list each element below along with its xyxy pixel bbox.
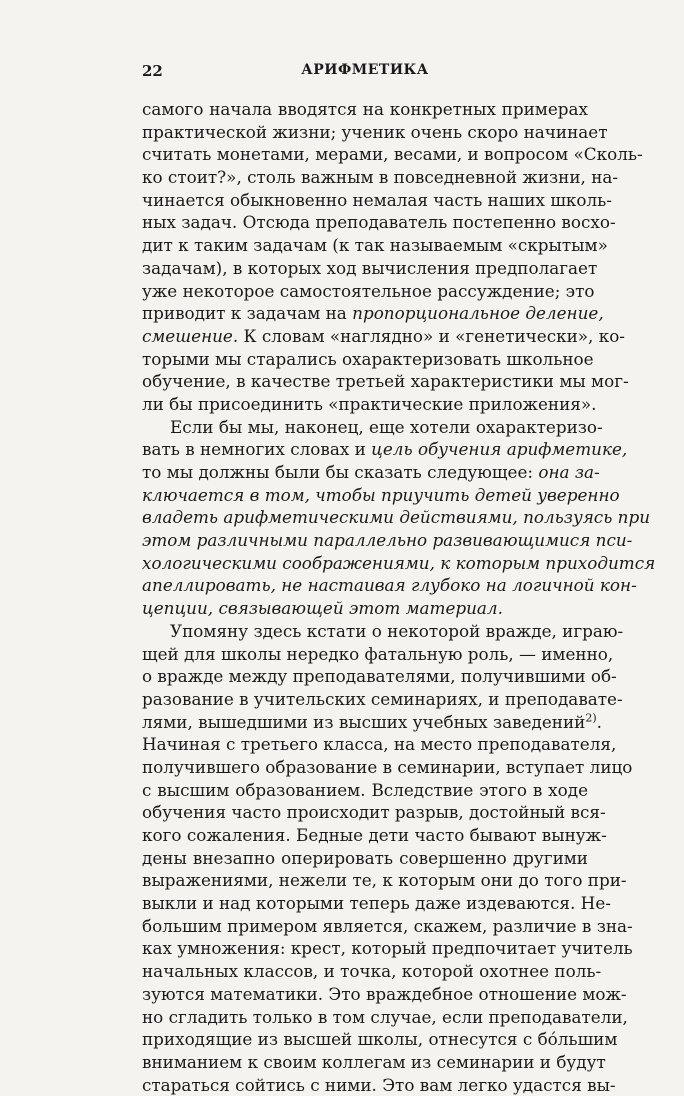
text-span: задачам), в которых ход вычисления предполагает — [142, 257, 598, 278]
footnote-ref: 2) — [585, 710, 597, 724]
text-span: уже некоторое самостоятельное рассуждение; это — [142, 280, 595, 301]
text-line — [142, 484, 620, 507]
text-span: ко стоит?», столь важным в повседневной жизни, на- — [142, 167, 619, 188]
text-span: стараться сойтись с ними. Это вам легко удастся вы- — [142, 1074, 616, 1095]
text-line — [142, 710, 602, 734]
text-span: практической жизни; ученик очень скоро начинает — [142, 121, 608, 142]
text-span: торыми мы старались охарактеризовать школьное — [142, 348, 594, 369]
text-span: Если бы мы, наконец, еще хотели охарактеризо- — [170, 416, 603, 437]
text-line — [142, 620, 624, 643]
text-span: ли бы присоединить «практические приложения». — [142, 393, 597, 414]
text-line — [142, 302, 604, 325]
text-line — [142, 1006, 628, 1029]
text-line — [142, 438, 628, 461]
text-line — [142, 574, 637, 597]
text-line — [142, 234, 608, 257]
text-line — [142, 211, 616, 234]
page-header — [142, 62, 588, 88]
text-span: разование в учительских семинариях, и преподавате- — [142, 688, 623, 709]
italic-span: этом различными параллельно развивающимися пси- — [142, 530, 633, 551]
text-span: считать монетами, мерами, весами, и вопросом «Сколь- — [142, 144, 643, 165]
text-span: о вражде между преподавателями, получившими об- — [142, 666, 617, 687]
italic-span: пропорциональное деление, — [352, 303, 604, 324]
text-span: Начиная с третьего класса, на место преподавателя, — [142, 734, 617, 755]
text-line — [142, 779, 588, 802]
text-span: выражениями, нежели те, к которым они до того при- — [142, 870, 627, 891]
text-span: то мы должны были бы сказать следующее: — [142, 462, 539, 482]
text-line — [142, 280, 595, 303]
text-line — [142, 348, 594, 371]
text-span: вать в немногих словах и — [142, 439, 372, 460]
text-line — [142, 370, 629, 393]
text-span: ках умножения: крест, который предпочитает учитель — [142, 938, 633, 959]
text-line — [142, 756, 633, 779]
text-span: зуются математики. Это враждебное отношение мож- — [142, 983, 627, 1004]
text-span: начальных классов, и точка, которой охотнее поль- — [142, 961, 602, 982]
italic-span: смешение. — [142, 325, 239, 346]
page-number: 22 — [142, 62, 163, 80]
text-line — [142, 665, 617, 688]
text-line — [142, 143, 643, 166]
text-span: ных задач. Отсюда преподаватель постепенно восхо- — [142, 212, 616, 233]
text-line — [142, 983, 627, 1006]
text-span: щей для школы нередко фатальную роль, — именно, — [142, 643, 614, 664]
text-line — [142, 643, 614, 666]
text-span: чинается обыкновенно немалая часть наших школь- — [142, 189, 612, 210]
body-text — [142, 98, 656, 1096]
text-line — [142, 416, 603, 439]
text-span: но сгладить только в том случае, если преподаватели, — [142, 1006, 628, 1027]
text-span: получившего образование в семинарии, вступает лицо — [142, 756, 633, 777]
text-span: К словам «наглядно» и «генетически», ко- — [238, 325, 625, 346]
italic-span: ключается в том, чтобы приучить детей уверенно — [142, 484, 620, 505]
text-line — [142, 801, 606, 824]
text-line — [142, 688, 623, 711]
text-span: кого сожаления. Бедные дети часто бывают вынуж- — [142, 825, 607, 845]
italic-span: хологическими соображениями, к которым приходится — [142, 552, 656, 573]
text-span: Упомяну здесь кстати о некоторой вражде, играю- — [170, 620, 624, 641]
text-line — [142, 1051, 606, 1074]
text-span: с высшим образованием. Вследствие этого в ходе — [142, 779, 588, 800]
italic-span: цепции, связывающей этот материал. — [142, 598, 503, 619]
text-line — [142, 869, 627, 892]
text-line — [142, 1028, 618, 1051]
text-span: приводит к задачам на — [142, 303, 353, 324]
text-line — [142, 189, 612, 212]
text-span: дит к таким задачам (к так называемым «скрытым» — [142, 235, 608, 256]
text-line — [142, 937, 633, 960]
text-line — [142, 461, 600, 484]
text-line — [142, 98, 588, 121]
text-line — [142, 915, 633, 938]
text-line — [142, 597, 588, 620]
text-span: выкли и над которыми теперь даже издеваются. Не- — [142, 893, 611, 914]
text-line — [142, 121, 608, 144]
text-line — [142, 257, 598, 280]
text-line — [142, 960, 602, 983]
italic-span: апеллировать, не настаивая глубоко на логичной кон- — [142, 575, 637, 596]
text-span: приходящие из высшей школы, отнесутся с бо́льшим — [142, 1029, 618, 1050]
running-title: АРИФМЕТИКА — [301, 62, 429, 78]
text-span: большим примером является, скажем, различие в зна- — [142, 915, 633, 936]
text-span: обучения часто происходит разрыв, достойный вся- — [142, 802, 606, 823]
text-span: вниманием к своим коллегам из семинарии и будут — [142, 1051, 606, 1072]
text-line — [142, 824, 607, 847]
text-line — [142, 506, 651, 529]
italic-span: она за- — [538, 462, 600, 482]
text-line — [142, 1074, 616, 1096]
text-span: лями, вышедшими из высших учебных заведений — [142, 711, 586, 732]
text-line — [142, 325, 625, 348]
text-line — [142, 552, 656, 575]
text-line — [142, 847, 588, 870]
text-line — [142, 892, 611, 915]
text-line — [142, 733, 617, 756]
italic-span: владеть арифметическими действиями, пользуясь при — [142, 507, 651, 528]
text-span: дены внезапно оперировать совершенно другими — [142, 847, 588, 868]
italic-span: цель обучения арифметике, — [371, 439, 628, 460]
text-line — [142, 529, 633, 552]
text-line — [142, 393, 597, 416]
text-span: обучение, в качестве третьей характеристики мы мог- — [142, 371, 629, 392]
text-line — [142, 166, 619, 189]
text-span: самого начала вводятся на конкретных примерах — [142, 99, 588, 119]
text-span: . — [596, 711, 602, 732]
